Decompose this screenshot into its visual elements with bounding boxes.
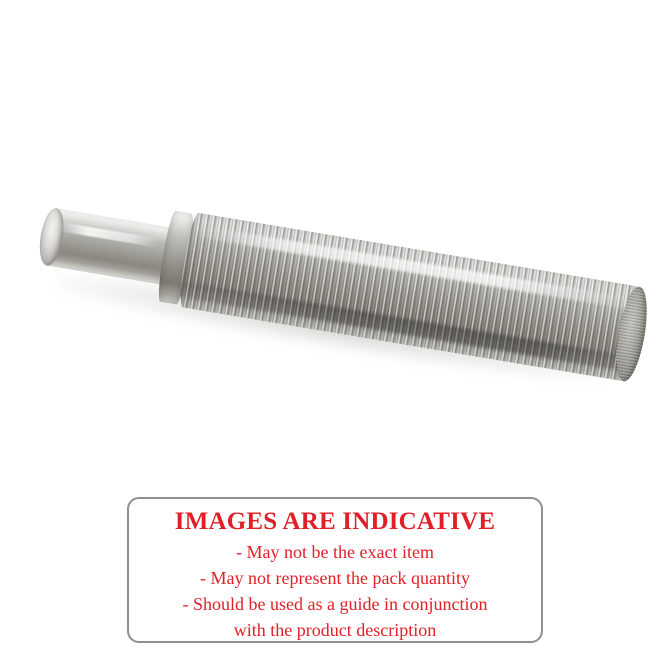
indicative-images-notice <box>127 497 543 643</box>
timing-pulley-illustration <box>31 176 643 393</box>
notice-line-4: with the product description <box>233 620 437 640</box>
notice-line-2: - May not represent the pack quantity <box>200 568 470 588</box>
notice-title: IMAGES ARE INDICATIVE <box>174 508 496 535</box>
notice-line-1: - May not be the exact item <box>236 542 434 562</box>
notice-line-3: - Should be used as a guide in conjunction <box>182 594 488 614</box>
